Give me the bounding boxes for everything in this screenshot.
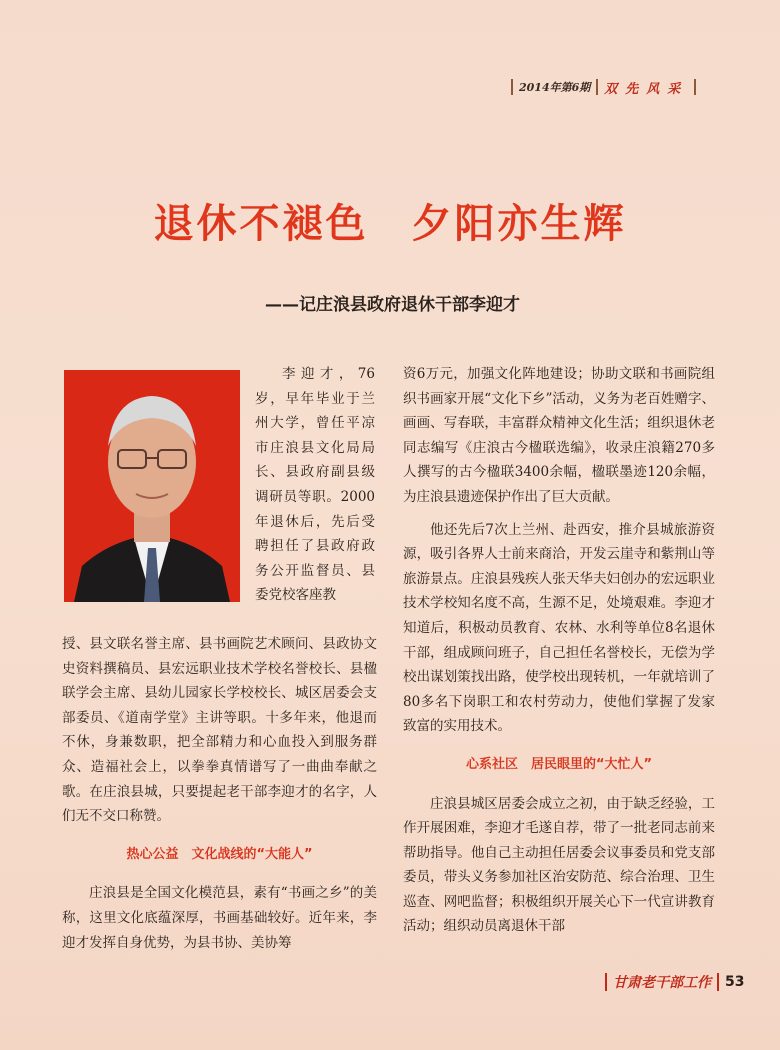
right-column [403, 362, 715, 939]
running-header [505, 76, 720, 98]
section1-paragraph-left: 庄浪县是全国文化模范县，素有“书画之乡”的美称，这里文化底蕴深厚，书画基础较好。近年来，李迎才发挥自身优势，为县书协、美协筹 [62, 885, 377, 951]
footer-divider [605, 973, 607, 991]
header-divider [511, 79, 513, 95]
intro-paragraph-side: 李迎才，76岁，早年毕业于兰州大学，曾任平凉市庄浪县文化局局长、县政府副县级调研员等职。2000年退休后，先后受聘担任了县政府政务公开监督员、县委党校客座教 [255, 366, 375, 604]
section-heading-1: 热心公益 文化战线的“大能人” [126, 846, 313, 862]
section-heading-2: 心系社区 居民眼里的“大忙人” [465, 756, 653, 772]
page-number: 53 [725, 974, 745, 990]
issue-label: 2014年第6期 [519, 81, 591, 94]
section2-paragraph: 庄浪县城区居委会成立之初，由于缺乏经验，工作开展困难，李迎才毛遂自荐，带了一批老同志前来帮助指导。他自己主动担任居委会议事委员和党支部委员，带头义务参加社区治安防范、综合治理、卫生巡查、网吧监督；积极组织开展关心下一代宣讲教育活动；组织动员离退休干部 [403, 795, 715, 935]
section1-paragraph-2: 他还先后7次上兰州、赴西安，推介县城旅游资源，吸引各界人士前来商洽，开发云崖寺和紫荆山等旅游景点。庄浪县残疾人张天华夫妇创办的宏远职业技术学校知名度不高，生源不足，处境艰难。李迎才知道后，积极动员教育、农林、水利等单位8名退休干部，组成顾问班子，自己担任名誉校长，无偿为学校出谋划策找出路，使学校出现转机，一年就培训了80多名下岗职工和农村劳动力，使他们掌握了发家致富的实用技术。 [403, 521, 715, 735]
portrait-photo [64, 370, 240, 602]
article-subtitle: ——记庄浪县政府退休干部李迎才 [265, 295, 520, 315]
page-footer [605, 970, 744, 994]
header-divider [694, 79, 696, 95]
footer-divider [717, 973, 719, 991]
header-divider [596, 79, 598, 95]
article-title: 退休不褪色 夕阳亦生辉 [153, 200, 627, 247]
intro-side-column [255, 362, 375, 608]
left-column [62, 632, 377, 955]
intro-paragraph-main: 授、县文联名誉主席、县书画院艺术顾问、县政协文史资料撰稿员、县宏远职业技术学校名誉校长、县楹联学会主席、县幼儿园家长学校校长、城区居委会支部委员、《道南学堂》主讲等职。十多年来，他退而不休，身兼数职，把全部精力和心血投入到服务群众、造福社会上，以拳拳真情谱写了一曲曲奉献之歌。在庄浪县城，只要提起老干部李迎才的名字，人们无不交口称赞。 [62, 636, 377, 825]
section1-paragraph-right: 资6万元，加强文化阵地建设；协助文联和书画院组织书画家开展“文化下乡”活动，义务为老百姓赠字、画画、写春联，丰富群众精神文化生活；组织退休老同志编写《庄浪古今楹联选编》，收录庄浪籍270多人撰写的古今楹联3400余幅，楹联墨迹120余幅，为庄浪县遗迹保护作出了巨大贡献。 [403, 366, 715, 505]
magazine-logo: 甘肃老干部工作 [613, 975, 711, 991]
portrait-illustration [64, 370, 240, 602]
column-name: 双先风采 [604, 81, 689, 97]
